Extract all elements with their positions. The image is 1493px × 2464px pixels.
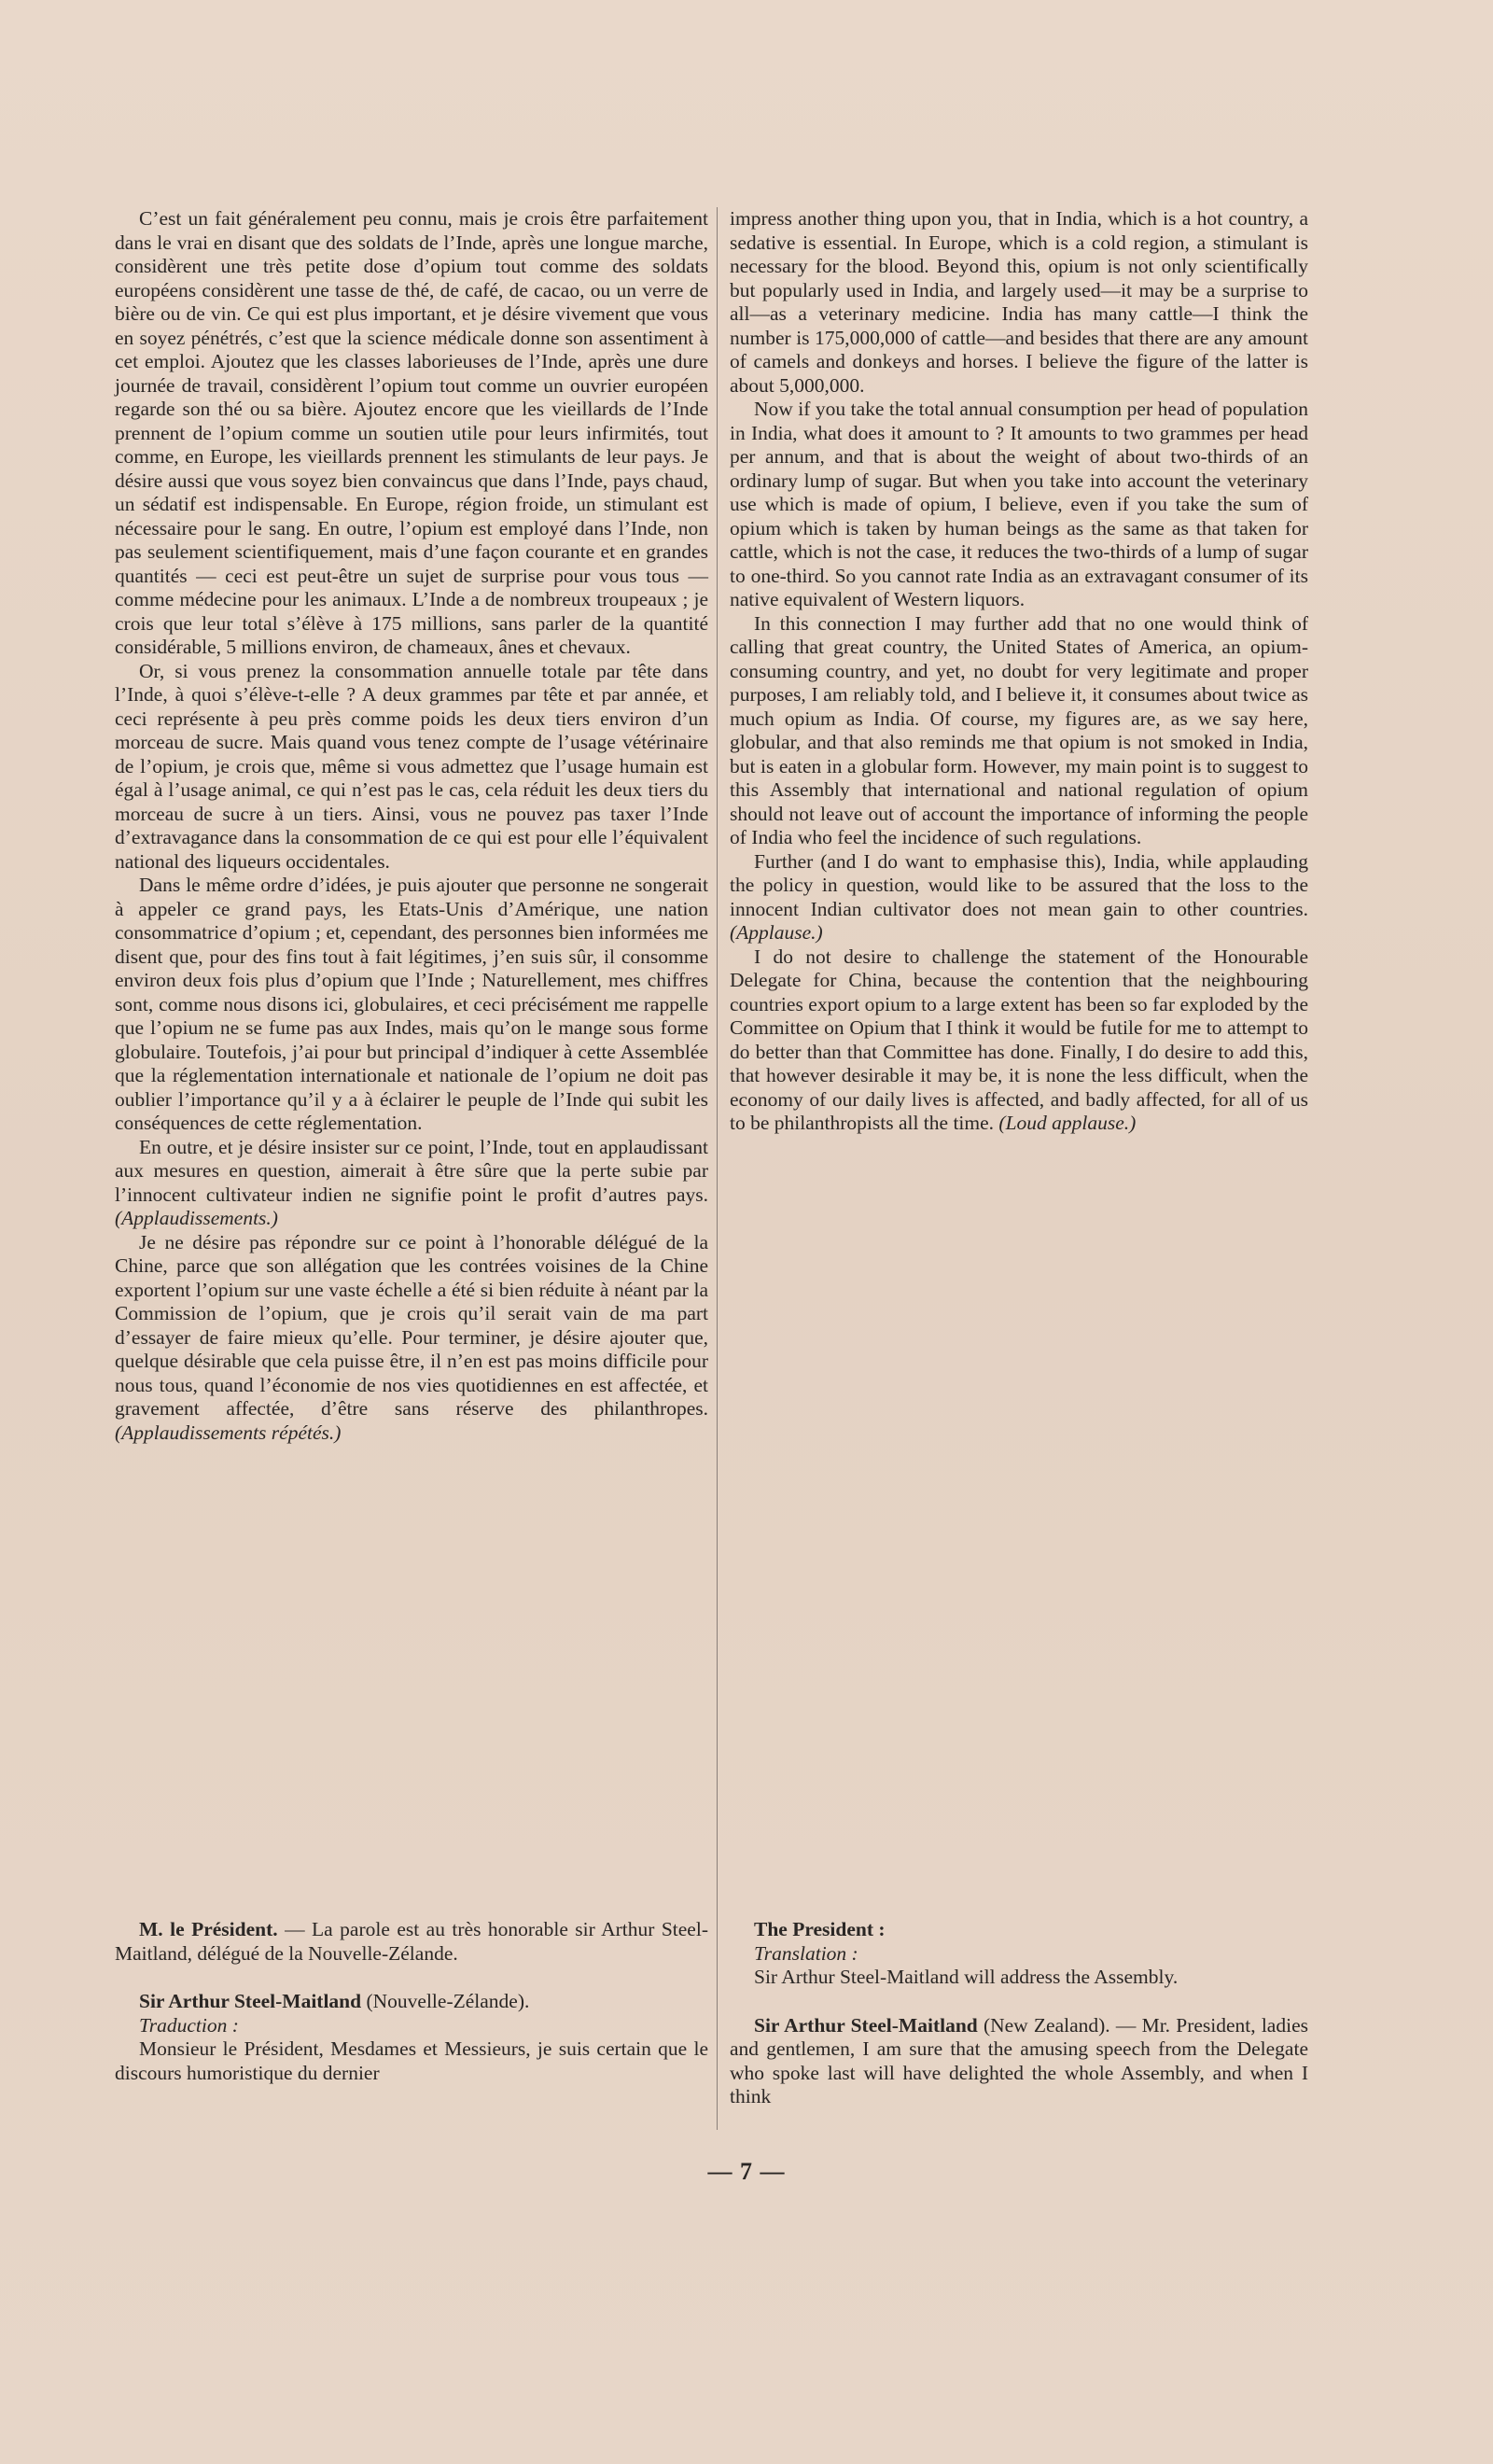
- en-paragraph-2: Now if you take the total annual consumption per head of population in India, what does it amount to ? It amounts to two grammes per head per annum, and that is about the weight of about two-thirds of an ordinary lump of sugar. But when you take into account the veterinary use which is made of opium, I believe, even if you take the sum of opium which is taken by human beings as the same as that taken for cattle, which is not the case, it reduces the two-thirds of a lump of sugar to one-third. So you cannot rate India as an extravagant consumer of its native equivalent of Western liquors.: [730, 398, 1308, 610]
- fr-translation-label: Traduction :: [139, 2013, 239, 2037]
- fr-paragraph-5: [115, 1231, 708, 1446]
- en-steel-text: (New Zealand). — Mr. President, ladies and gentlemen, I am sure that the amusing speech from the Delegate who spoke last will have delighted the whole Assembly, and when I think: [730, 2013, 1308, 2107]
- fr-steel-text: Monsieur le Président, Mesdames et Messieurs, je suis certain que le discours humoristique du dernier: [115, 2037, 708, 2084]
- en-president-speaker: The President :: [754, 1918, 886, 1940]
- en-paragraph-3: In this connection I may further add that no one would think of calling that great country, the United States of America, an opium-consuming country, and yet, no doubt for very legitimate and proper purposes, I am reliably told, and I believe it, it consumes about twice as much opium as India. Of course, my figures are, as we say here, globular, and that also reminds me that opium is not smoked in India, but is eaten in a globular form. However, my main point is to suggest to this Assembly that international and national regulation of opium should not leave out of account the importance of informing the people of India who feel the incidence of such regulations.: [730, 611, 1308, 848]
- en-translation-label: Translation :: [754, 1941, 858, 1965]
- fr-paragraph-4-text: En outre, et je désire insister sur ce point, l’Inde, tout en applaudissant aux mesures en question, aimerait à être sûre que la perte subie par l’innocent cultivateur indien ne signifie point le profit d’autres pays.: [115, 1135, 708, 1206]
- en-paragraph-1: impress another thing upon you, that in India, which is a hot country, a sedative is essential. In Europe, which is a cold region, a stimulant is necessary for the blood. Beyond this, opium is not only scientifically but popularly used in India, and largely used—it may be a surprise to all—as a veterinary medicine. India has many cattle—I think the number is 175,000,000 of cattle—and besides that there are any amount of camels and donkeys and horses. I believe the figure of the latter is about 5,000,000.: [730, 207, 1308, 397]
- en-paragraph-5-text: I do not desire to challenge the statement of the Honourable Delegate for China, because the contention that the neighbouring countries export opium to a large extent has been so far exploded by the Committee on Opium that I think it would be futile for me to attempt to do better than that Committee has done. Finally, I do desire to add this, that however desirable it may be, it is none the less difficult, when the economy of our daily lives is affected, and badly affected, for all of us to be philanthropists all the time.: [730, 945, 1308, 1134]
- fr-paragraph-2: Or, si vous prenez la consommation annuelle totale par tête dans l’Inde, à quoi s’élève-t-elle ? A deux grammes par tête et par année, et ceci représente à peu près comme poids les deux tiers environ d’un morceau de sucre. Mais quand vous tenez compte de l’usage vétérinaire de l’opium, je crois que, même si vous admettez que l’usage humain est égal à l’usage animal, ce qui n’est pas le cas, cela réduit les deux tiers du morceau de sucre à un tiers. Ainsi, vous ne pouvez pas taxer l’Inde d’extravagance dans la consommation de ce qui est pour elle l’équivalent national des liqueurs occidentales.: [115, 659, 708, 873]
- fr-paragraph-1: C’est un fait généralement peu connu, mais je crois être parfaitement dans le vrai en disant que des soldats de l’Inde, après une longue marche, considèrent une très petite dose d’opium tout comme des soldats européens considèrent une tasse de thé, de café, de cacao, ou un verre de bière ou de vin. Ce qui est plus important, et je désire vivement que vous en soyez pénétrés, c’est que la science médicale donne son assentiment à cet emploi. Ajoutez que les classes laborieuses de l’Inde, après une dure journée de travail, considèrent l’opium tout comme un ouvrier européen regarde son thé ou sa bière. Ajoutez encore que les vieillards de l’Inde prennent de l’opium comme un soutien utile pour leurs infirmités, tout comme, en Europe, les vieillards prennent les stimulants de leur pays. Je désire aussi que vous soyez bien convaincus que dans l’Inde, pays chaud, un sédatif est indispensable. En Europe, région froide, un stimulant est nécessaire pour le sang. En outre, l’opium est employé dans l’Inde, non pas seulement scientifiquement, mais d’une façon courante et en grandes quantités — ceci est peut-être un sujet de surprise pour vous tous — comme médecine pour les animaux. L’Inde a de nombreux troupeaux ; je crois que leur total s’élève à 175 millions, sans parler de la quantité considérable, 5 millions environ, de chameaux, ânes et chevaux.: [115, 207, 708, 658]
- fr-paragraph-3: Dans le même ordre d’idées, je puis ajouter que personne ne songerait à appeler ce grand pays, les Etats-Unis d’Amérique, une nation consommatrice d’opium ; et, cependant, des personnes bien informées me disent que, pour des fins tout à fait légitimes, j’en suis sûr, il consomme environ deux fois plus d’opium que l’Inde ; Naturellement, mes chiffres sont, comme nous disons ici, globulaires, et ceci précisément me rappelle que l’opium ne se fume pas aux Indes, mais qu’on le mange sous forme globulaire. Toutefois, j’ai pour but principal d’indiquer à cette Assemblée que la réglementation internationale et nationale de l’opium ne doit pas oublier l’importance qu’il y a à éclairer le peuple de l’Inde qui subit les conséquences de cette réglementation.: [115, 874, 708, 1134]
- fr-applause-2: (Applaudissements répétés.): [115, 1421, 342, 1444]
- en-applause-1: (Applause.): [730, 921, 823, 944]
- fr-president-text: — La parole est au très honorable sir Arthur Steel-Maitland, délégué de la Nouvelle-Zélande.: [115, 1918, 708, 1965]
- en-paragraph-5: [730, 945, 1308, 1136]
- french-column: [115, 207, 708, 1445]
- fr-paragraph-5-text: Je ne désire pas répondre sur ce point à l’honorable délégué de la Chine, parce que son allégation que les contrées voisines de la Chine exportent l’opium sur une vaste échelle a été si bien réduite à néant par la Commission de l’opium, que je crois qu’il serait vain de ma part d’essayer de faire mieux qu’elle. Pour terminer, je désire ajouter que, quelque désirable que cela puisse être, il n’en est pas moins difficile pour nous tous, quand l’économie de nos vies quotidiennes en est affectée, et gravement affectée, d’être sans réserve des philanthropes.: [115, 1230, 708, 1420]
- fr-steel-heading: [115, 1990, 708, 2014]
- fr-paragraph-4: [115, 1136, 708, 1231]
- english-lower-section: [730, 1918, 1308, 2109]
- en-applause-2: (Loud applause.): [998, 1112, 1137, 1134]
- fr-president-speaker: M. le Président.: [139, 1918, 278, 1940]
- page-number: — 7 —: [707, 2158, 786, 2185]
- column-divider: [717, 207, 718, 2130]
- french-lower-section: [115, 1918, 708, 2085]
- fr-applause-1: (Applaudissements.): [115, 1207, 278, 1229]
- fr-steel-country: (Nouvelle-Zélande).: [361, 1990, 530, 2012]
- en-president-text: Sir Arthur Steel-Maitland will address the Assembly.: [754, 1966, 1179, 1988]
- english-column: [730, 207, 1308, 1136]
- fr-president-para: [115, 1918, 708, 1966]
- fr-steel-speaker: Sir Arthur Steel-Maitland: [139, 1990, 362, 2012]
- en-paragraph-4: [730, 850, 1308, 945]
- en-steel-para: [730, 2014, 1308, 2109]
- en-paragraph-4-text: Further (and I do want to emphasise this), India, while applauding the policy in question, would like to be assured that the loss to the innocent Indian cultivator does not mean gain to other countries.: [730, 849, 1308, 920]
- en-steel-speaker: Sir Arthur Steel-Maitland: [754, 2013, 978, 2037]
